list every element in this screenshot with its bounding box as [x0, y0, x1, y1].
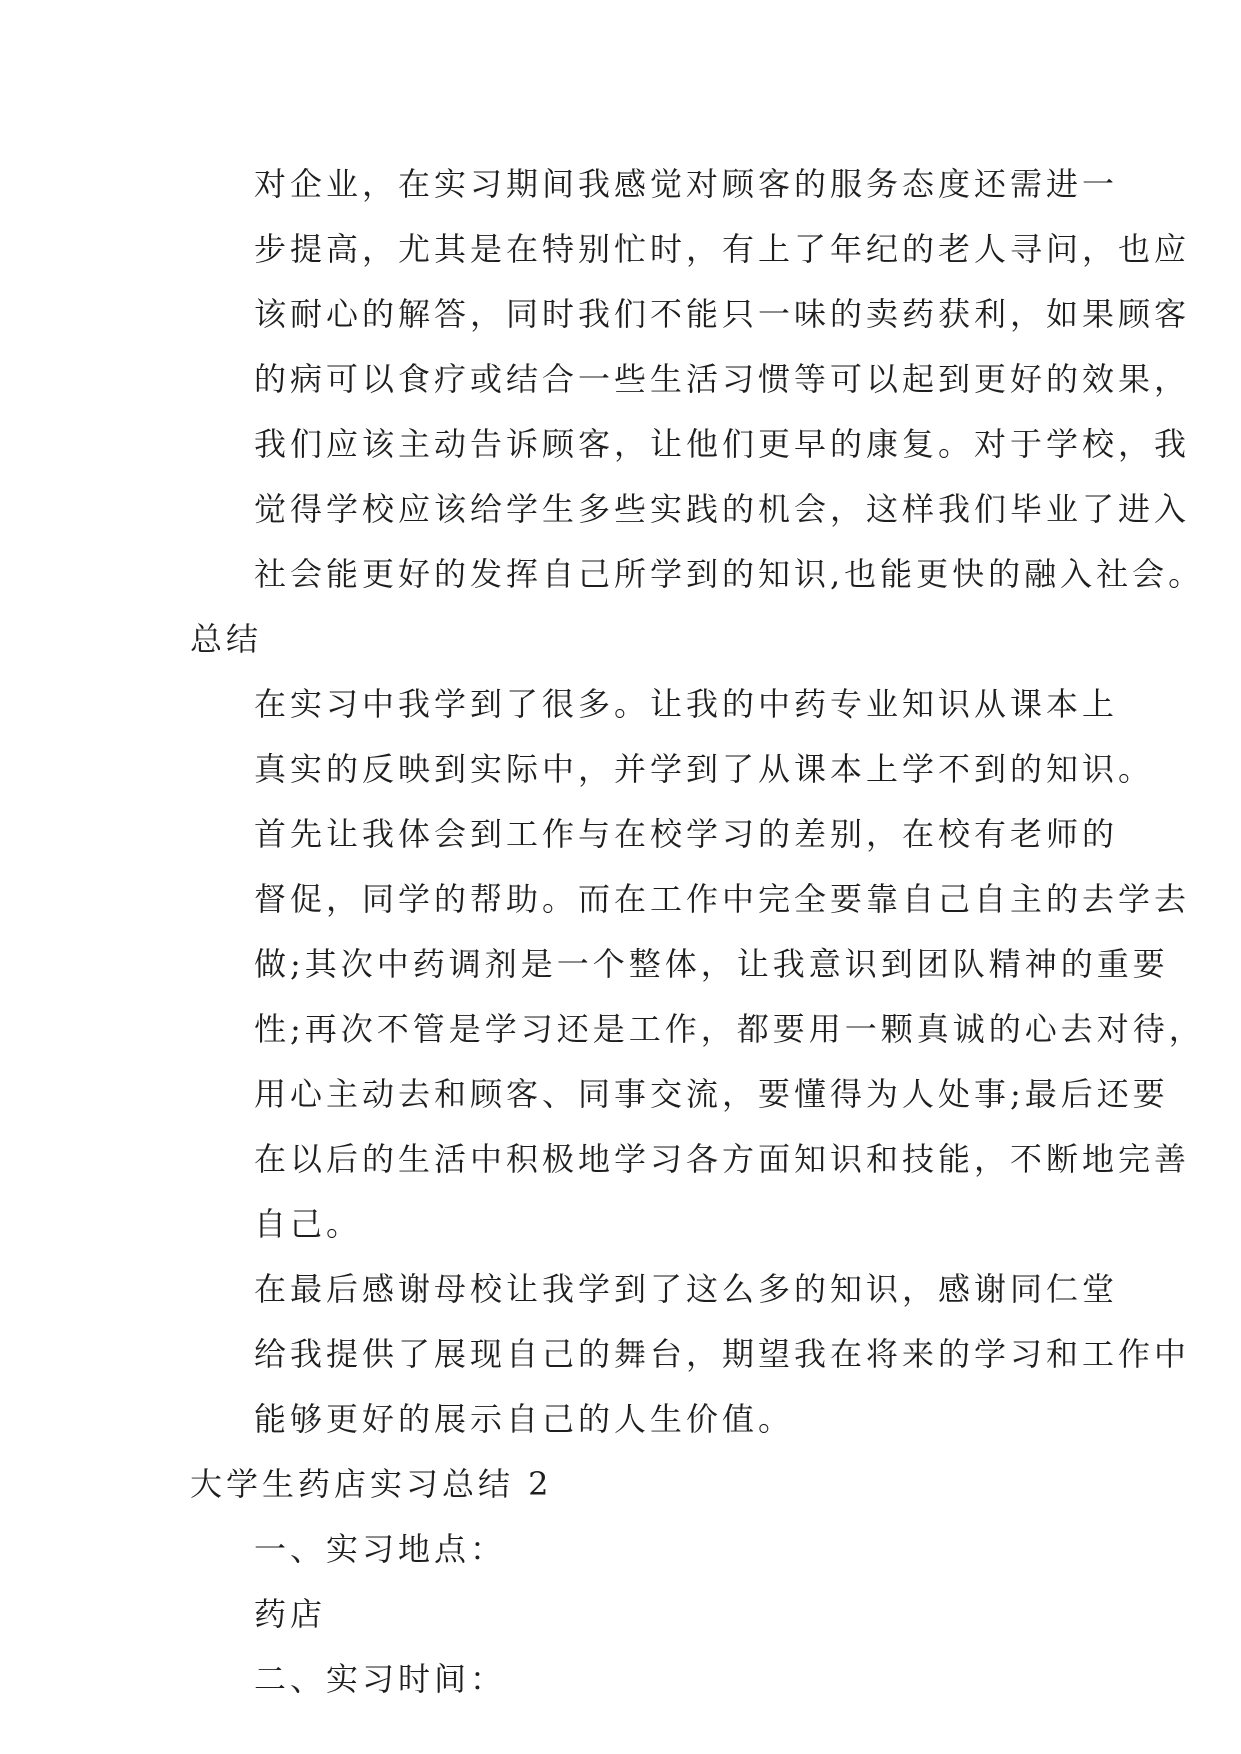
text-line: 在实习中我学到了很多。让我的中药专业知识从课本上: [254, 685, 1119, 723]
text-line: 觉得学校应该给学生多些实践的机会，这样我们毕业了进入: [254, 490, 1191, 528]
text-line: 该耐心的解答，同时我们不能只一味的卖药获利，如果顾客: [254, 295, 1191, 333]
heading-text: 总结: [190, 620, 263, 658]
text-line: 自己。: [254, 1205, 363, 1243]
text-line: 药店: [254, 1595, 327, 1633]
text-line: 社会能更好的发挥自己所学到的知识,也能更快的融入社会。: [254, 555, 1205, 593]
document-body: [190, 152, 1205, 1712]
text-line: 督促，同学的帮助。而在工作中完全要靠自己自主的去学去: [254, 880, 1191, 918]
text-line: 能够更好的展示自己的人生价值。: [254, 1400, 795, 1438]
item-internship-time-label: [190, 1647, 1060, 1712]
text-line: 在以后的生活中积极地学习各方面知识和技能，不断地完善: [254, 1140, 1191, 1178]
text-line: 二、实习时间：: [254, 1660, 507, 1698]
text-line: 给我提供了展现自己的舞台，期望我在将来的学习和工作中: [254, 1335, 1191, 1373]
text-line: 真实的反映到实际中，并学到了从课本上学不到的知识。: [254, 750, 1155, 788]
text-line: 一、实习地点：: [254, 1530, 507, 1568]
text-line: 性;再次不管是学习还是工作，都要用一颗真诚的心去对待，: [254, 1010, 1205, 1048]
text-line: 在最后感谢母校让我学到了这么多的知识，感谢同仁堂: [254, 1270, 1119, 1308]
text-line: 做;其次中药调剂是一个整体，让我意识到团队精神的重要: [254, 945, 1169, 983]
paragraph-enterprise-school-suggestions: [190, 152, 1205, 607]
text-line: 用心主动去和顾客、同事交流，要懂得为人处事;最后还要: [254, 1075, 1169, 1113]
text-line: 的病可以食疗或结合一些生活习惯等可以起到更好的效果，: [254, 360, 1191, 398]
paragraph-lessons: [190, 802, 1205, 1257]
text-line: 对企业，在实习期间我感觉对顾客的服务态度还需进一: [254, 165, 1119, 203]
text-line: 我们应该主动告诉顾客，让他们更早的康复。对于学校，我: [254, 425, 1191, 463]
section-heading-summary: [190, 607, 1060, 672]
paragraph-thanks: [190, 1257, 1191, 1452]
heading-text: 大学生药店实习总结 2: [190, 1465, 553, 1503]
paragraph-learned-much: [190, 672, 1155, 802]
item-internship-location-value: [190, 1582, 1060, 1647]
item-internship-location-label: [190, 1517, 1060, 1582]
text-line: 首先让我体会到工作与在校学习的差别，在校有老师的: [254, 815, 1119, 853]
section-heading-summary-2: [190, 1452, 1060, 1517]
text-line: 步提高，尤其是在特别忙时，有上了年纪的老人寻问，也应: [254, 230, 1191, 268]
